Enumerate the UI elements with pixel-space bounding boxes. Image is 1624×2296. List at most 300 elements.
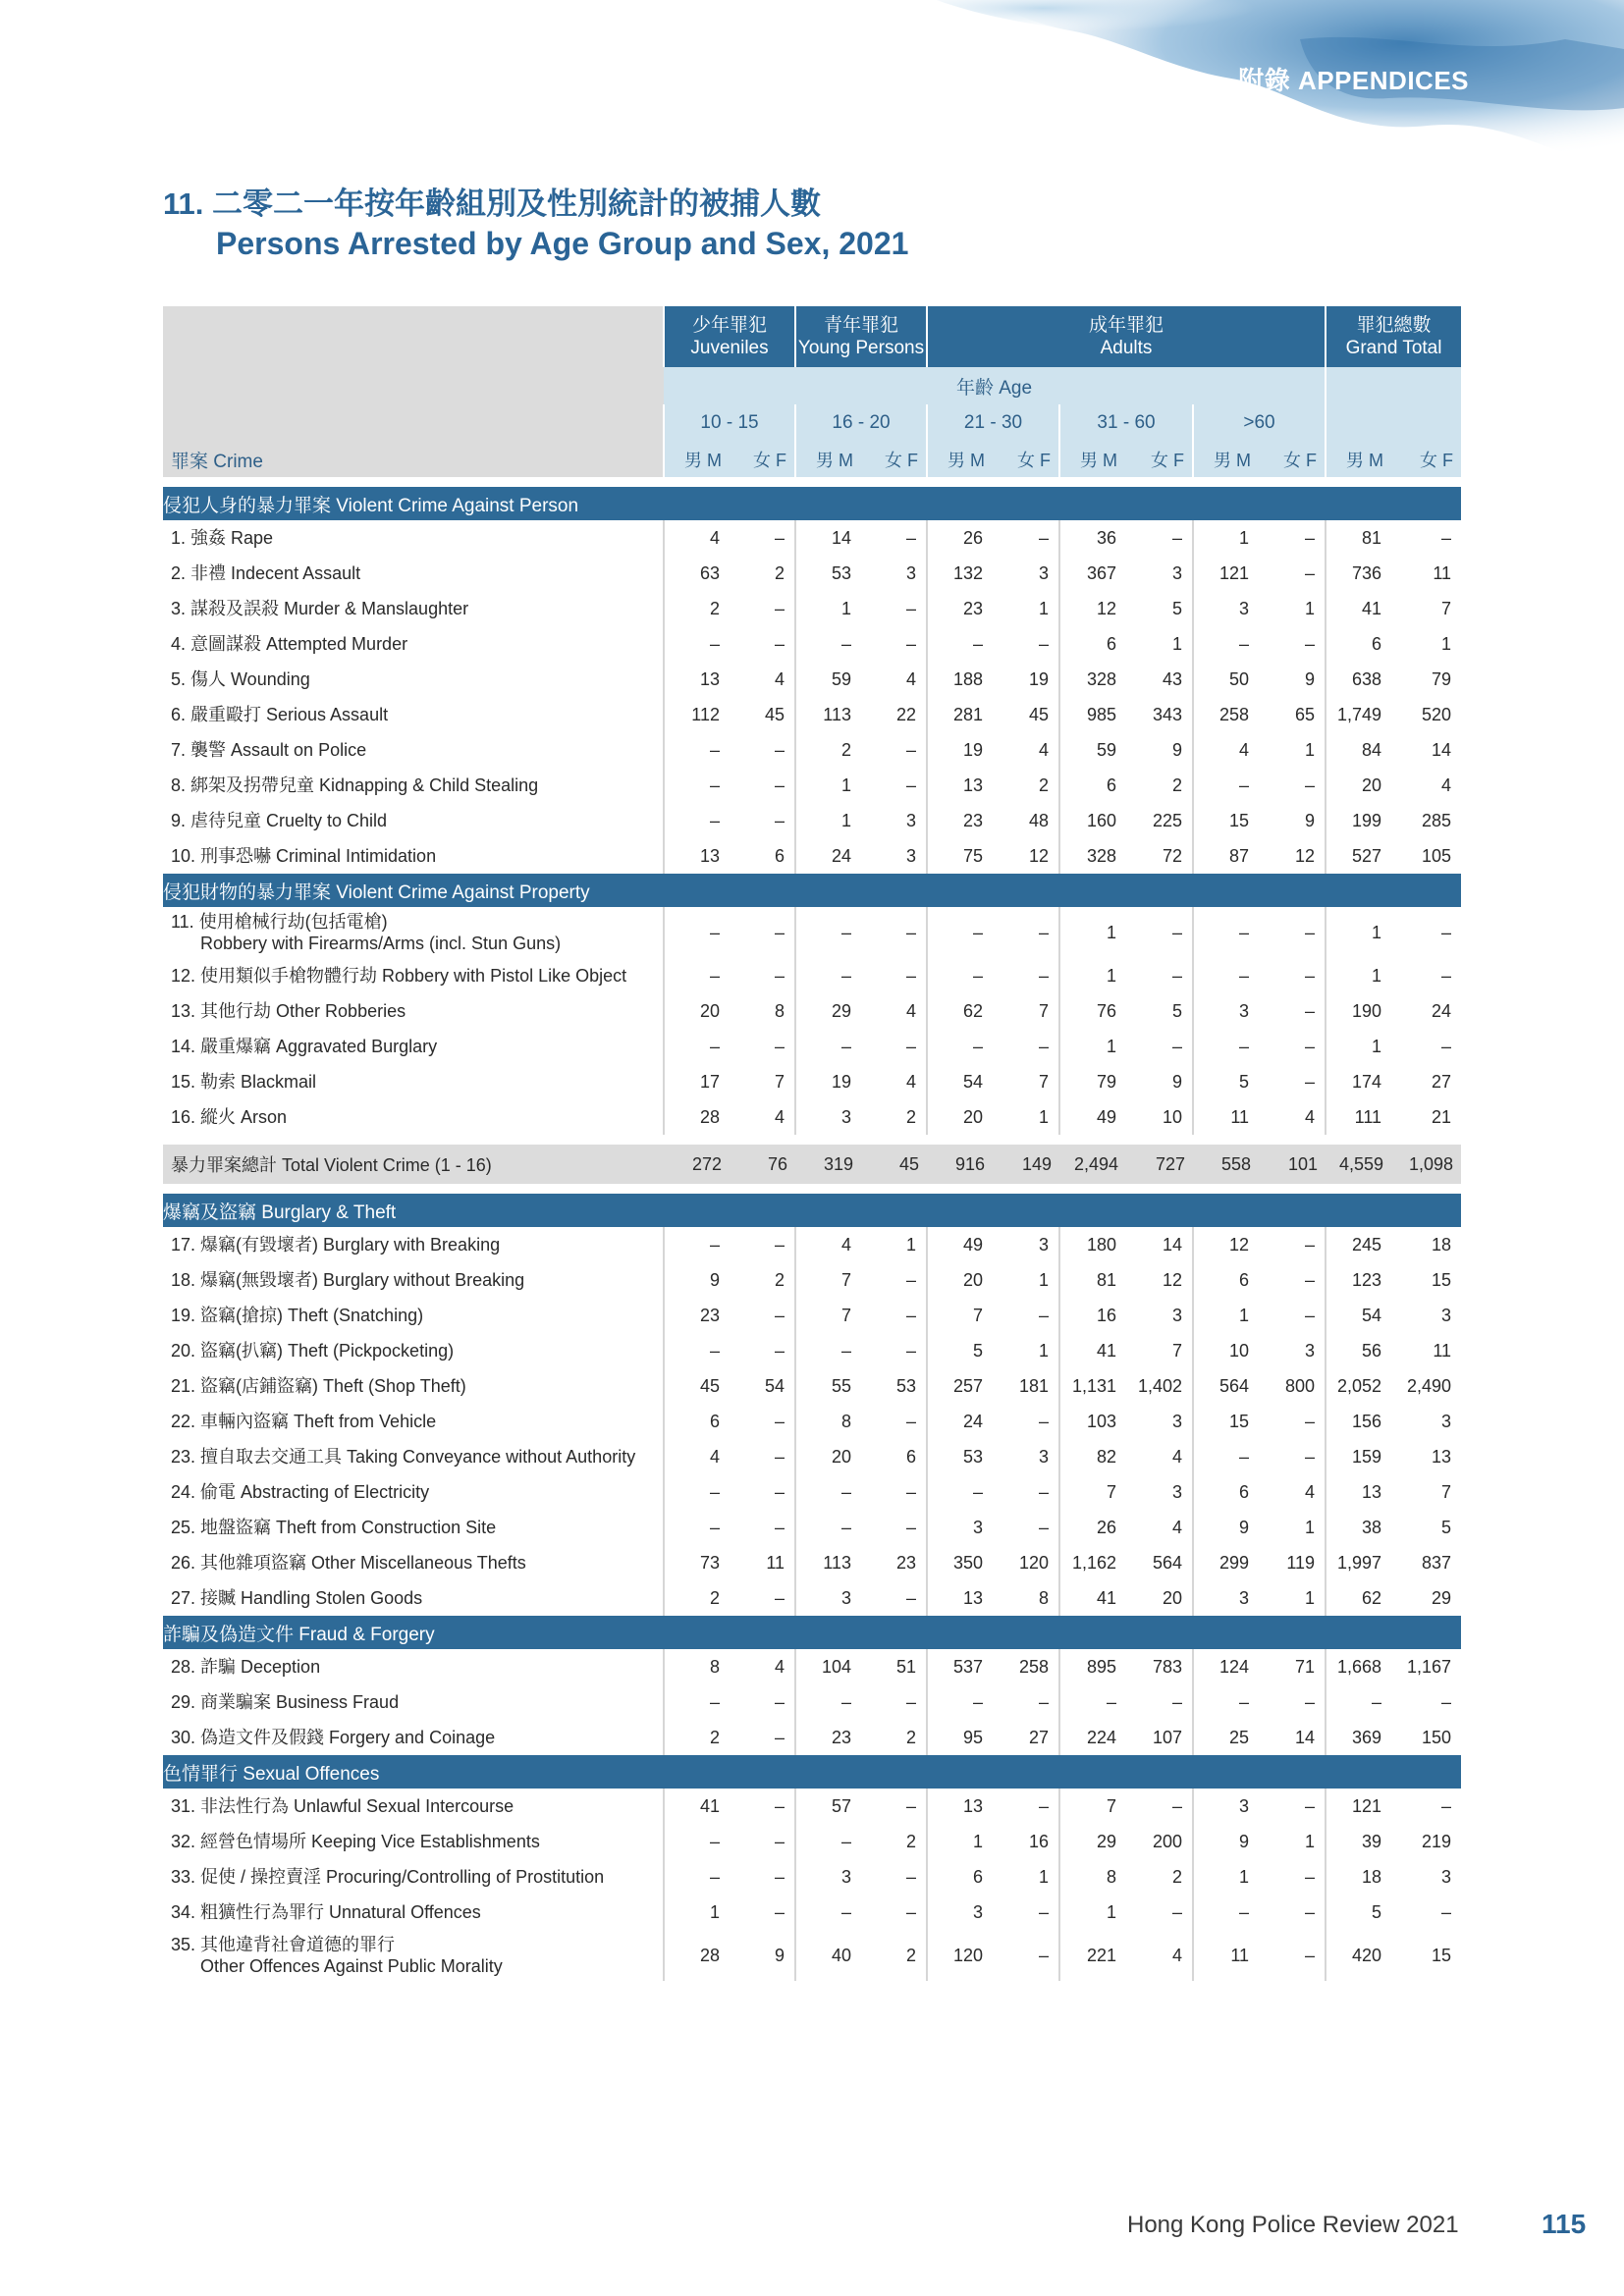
value-cell: – <box>1305 562 1316 583</box>
value-cell: 19 <box>795 1064 861 1099</box>
value-cell: 27 <box>1028 1727 1049 1747</box>
value-cell: 5 <box>1171 1000 1182 1021</box>
value-cell: 9 <box>1305 810 1316 830</box>
crime-name: 26. 其他雜項盜竊 Other Miscellaneous Thefts <box>171 1553 526 1573</box>
value-cell: 4 <box>905 1071 916 1092</box>
crime-name: 9. 虐待兒童 Cruelty to Child <box>171 811 388 830</box>
value-cell: – <box>1441 965 1452 986</box>
value-cell: 79 <box>1059 1064 1126 1099</box>
total-value-cell: 1,098 <box>1391 1145 1461 1184</box>
value-cell: – <box>795 958 861 993</box>
value-cell: – <box>927 1684 993 1720</box>
value-cell: – <box>1326 1684 1391 1720</box>
header-female: 女 F <box>730 442 795 477</box>
value-cell: – <box>905 1901 916 1922</box>
value-cell: 24 <box>927 1404 993 1439</box>
value-cell: 65 <box>1294 704 1316 724</box>
value-cell: – <box>1038 1901 1049 1922</box>
value-cell: – <box>1171 1901 1182 1922</box>
value-cell: 23 <box>795 1720 861 1755</box>
table-row <box>163 1649 1461 1684</box>
value-cell: 81 <box>1059 1262 1126 1298</box>
total-value-cell: 101 <box>1259 1145 1326 1184</box>
value-cell: – <box>795 1510 861 1545</box>
value-cell: 1 <box>1038 1106 1049 1127</box>
value-cell: 1 <box>1038 598 1049 618</box>
value-cell: – <box>774 1305 785 1325</box>
crime-name: 23. 擅自取去交通工具 Taking Conveyance without Authority <box>171 1447 636 1467</box>
value-cell: – <box>1038 1691 1049 1712</box>
table-row <box>163 1298 1461 1333</box>
value-cell: 3 <box>1193 1789 1259 1824</box>
value-cell: – <box>1193 907 1259 958</box>
value-cell: 190 <box>1326 993 1391 1029</box>
crime-name: 5. 傷人 Wounding <box>171 669 310 689</box>
value-cell: 3 <box>905 562 916 583</box>
section-title: 詐騙及偽造文件 Fraud & Forgery <box>163 1616 1461 1649</box>
value-cell: – <box>927 1029 993 1064</box>
value-cell: 15 <box>1193 1404 1259 1439</box>
value-cell: 11 <box>1433 1340 1452 1361</box>
crime-name: 19. 盜竊(搶掠) Theft (Snatching) <box>171 1306 424 1325</box>
value-cell: 2 <box>905 1727 916 1747</box>
value-cell: 27 <box>1432 1071 1452 1092</box>
value-cell: 56 <box>1326 1333 1391 1368</box>
crime-name: 28. 詐騙 Deception <box>171 1657 321 1677</box>
value-cell: 3 <box>1441 1866 1452 1887</box>
value-cell: 17 <box>664 1064 730 1099</box>
value-cell: 25 <box>1193 1720 1259 1755</box>
value-cell: 736 <box>1326 556 1391 591</box>
value-cell: 3 <box>1171 1305 1182 1325</box>
value-cell: 837 <box>1421 1552 1452 1573</box>
crime-label <box>163 1227 664 1262</box>
crime-label <box>163 1789 664 1824</box>
value-cell: – <box>774 739 785 760</box>
value-cell: 199 <box>1326 803 1391 838</box>
crime-name: 27. 接贓 Handling Stolen Goods <box>171 1588 423 1608</box>
table-row <box>163 1227 1461 1262</box>
value-cell: 49 <box>1059 1099 1126 1135</box>
value-cell: 28 <box>664 1930 730 1981</box>
value-cell: – <box>1305 1795 1316 1816</box>
crime-name: 18. 爆竊(無毀壞者) Burglary without Breaking <box>171 1270 525 1290</box>
value-cell: 123 <box>1326 1262 1391 1298</box>
value-cell: – <box>774 1481 785 1502</box>
value-cell: – <box>1441 1901 1452 1922</box>
value-cell: 9 <box>1171 739 1182 760</box>
value-cell: 1 <box>1193 520 1259 556</box>
value-cell: – <box>664 768 730 803</box>
value-cell: – <box>774 1340 785 1361</box>
value-cell: 783 <box>1152 1656 1182 1677</box>
value-cell: – <box>664 958 730 993</box>
value-cell: 1 <box>1038 1269 1049 1290</box>
value-cell: 72 <box>1162 845 1182 866</box>
table-row <box>163 1824 1461 1859</box>
value-cell: 1 <box>1305 1517 1316 1537</box>
value-cell: 112 <box>664 697 730 732</box>
value-cell: 12 <box>1294 845 1316 866</box>
value-cell: 5 <box>1171 598 1182 618</box>
value-cell: – <box>1193 1895 1259 1930</box>
value-cell: 1 <box>1059 1029 1126 1064</box>
table-row <box>163 591 1461 626</box>
value-cell: 75 <box>927 838 993 874</box>
crime-name: 30. 偽造文件及假錢 Forgery and Coinage <box>171 1728 496 1747</box>
value-cell: 41 <box>1326 591 1391 626</box>
section-title: 侵犯人身的暴力罪案 Violent Crime Against Person <box>163 487 1461 520</box>
value-cell: 132 <box>927 556 993 591</box>
value-cell: 45 <box>1028 704 1049 724</box>
crime-name: 1. 強姦 Rape <box>171 528 274 548</box>
value-cell: 14 <box>1432 739 1452 760</box>
value-cell: 29 <box>795 993 861 1029</box>
value-cell: 1 <box>1305 1831 1316 1851</box>
value-cell: – <box>1038 1411 1049 1431</box>
table-row <box>163 803 1461 838</box>
spacer-cell <box>163 1135 1461 1145</box>
value-cell: 36 <box>1059 520 1126 556</box>
crime-label <box>163 1404 664 1439</box>
value-cell: – <box>1171 1795 1182 1816</box>
value-cell: 1 <box>1326 907 1391 958</box>
value-cell: – <box>927 907 993 958</box>
value-cell: 2 <box>664 1720 730 1755</box>
value-cell: – <box>774 1517 785 1537</box>
value-cell: 45 <box>764 704 785 724</box>
value-cell: 2 <box>774 562 785 583</box>
crime-name: 7. 襲警 Assault on Police <box>171 740 367 760</box>
value-cell: 7 <box>1059 1789 1126 1824</box>
value-cell: – <box>1038 965 1049 986</box>
value-cell: 50 <box>1193 662 1259 697</box>
value-cell: 1 <box>795 591 861 626</box>
value-cell: 12 <box>1162 1269 1182 1290</box>
value-cell: 159 <box>1326 1439 1391 1474</box>
value-cell: – <box>1038 527 1049 548</box>
value-cell: – <box>774 810 785 830</box>
value-cell: 6 <box>774 845 785 866</box>
value-cell: 4 <box>1305 1106 1316 1127</box>
value-cell: 18 <box>1432 1234 1452 1255</box>
value-cell: 1 <box>795 803 861 838</box>
value-cell: 124 <box>1193 1649 1259 1684</box>
value-cell: – <box>905 965 916 986</box>
value-cell: 4 <box>1441 774 1452 795</box>
value-cell: 16 <box>1028 1831 1049 1851</box>
value-cell: 21 <box>1432 1106 1452 1127</box>
value-cell: 4 <box>905 1000 916 1021</box>
value-cell: 2 <box>774 1269 785 1290</box>
crime-label <box>163 1368 664 1404</box>
value-cell: 95 <box>927 1720 993 1755</box>
value-cell: 3 <box>905 845 916 866</box>
value-cell: 2 <box>1171 1866 1182 1887</box>
crime-label <box>163 1064 664 1099</box>
spacer-row <box>163 477 1461 487</box>
crime-label <box>163 1895 664 1930</box>
total-label: 暴力罪案總計 Total Violent Crime (1 - 16) <box>163 1145 664 1184</box>
crime-label <box>163 907 664 958</box>
value-cell: – <box>1305 1866 1316 1887</box>
value-cell: – <box>1038 1945 1049 1965</box>
value-cell: – <box>1305 1945 1316 1965</box>
value-cell: 180 <box>1059 1227 1126 1262</box>
value-cell: – <box>664 732 730 768</box>
table-row <box>163 1333 1461 1368</box>
value-cell: – <box>1193 1029 1259 1064</box>
value-cell: 3 <box>1305 1340 1316 1361</box>
value-cell: – <box>1305 1411 1316 1431</box>
header-blank <box>163 306 664 367</box>
crime-name: 2. 非禮 Indecent Assault <box>171 563 361 583</box>
header-row-groups <box>163 306 1461 367</box>
value-cell: – <box>774 1831 785 1851</box>
value-cell: 2 <box>905 1831 916 1851</box>
age-group: 21 - 30 <box>927 404 1059 442</box>
value-cell: 73 <box>664 1545 730 1580</box>
crime-label <box>163 662 664 697</box>
value-cell: 20 <box>1326 768 1391 803</box>
value-cell: – <box>774 965 785 986</box>
value-cell: 119 <box>1286 1552 1316 1573</box>
value-cell: 53 <box>927 1439 993 1474</box>
total-value-cell: 4,559 <box>1326 1145 1391 1184</box>
value-cell: 79 <box>1432 668 1452 689</box>
table-row <box>163 1099 1461 1135</box>
value-cell: – <box>1038 1795 1049 1816</box>
value-cell: – <box>1305 527 1316 548</box>
value-cell: – <box>1305 1071 1316 1092</box>
table-row <box>163 1684 1461 1720</box>
spacer-cell <box>163 1184 1461 1194</box>
value-cell: 224 <box>1059 1720 1126 1755</box>
value-cell: 1,131 <box>1059 1368 1126 1404</box>
value-cell: 6 <box>927 1859 993 1895</box>
header-row-sex <box>163 442 1461 477</box>
value-cell: 3 <box>1038 1446 1049 1467</box>
value-cell: 28 <box>664 1099 730 1135</box>
value-cell: 40 <box>795 1930 861 1981</box>
value-cell: – <box>774 1411 785 1431</box>
value-cell: 1 <box>1326 958 1391 993</box>
value-cell: 51 <box>895 1656 916 1677</box>
value-cell: 57 <box>795 1789 861 1824</box>
value-cell: 15 <box>1193 803 1259 838</box>
value-cell: 23 <box>664 1298 730 1333</box>
header-age-label: 年齡 Age <box>664 367 1326 404</box>
value-cell: 4 <box>774 1106 785 1127</box>
value-cell: – <box>1441 527 1452 548</box>
header-female: 女 F <box>1126 442 1193 477</box>
value-cell: 121 <box>1326 1789 1391 1824</box>
value-cell: 15 <box>1432 1945 1452 1965</box>
value-cell: 527 <box>1326 838 1391 874</box>
value-cell: 11 <box>766 1552 785 1573</box>
total-value-cell: 76 <box>730 1145 795 1184</box>
value-cell: 7 <box>1059 1474 1126 1510</box>
value-cell: 1 <box>1038 1866 1049 1887</box>
value-cell: 4 <box>1171 1446 1182 1467</box>
value-cell: 103 <box>1059 1404 1126 1439</box>
value-cell: 54 <box>927 1064 993 1099</box>
value-cell: 11 <box>1433 562 1452 583</box>
value-cell: 3 <box>1171 562 1182 583</box>
value-cell: – <box>1171 1691 1182 1712</box>
value-cell: 19 <box>927 732 993 768</box>
value-cell: 82 <box>1059 1439 1126 1474</box>
value-cell: 43 <box>1162 668 1182 689</box>
table-row <box>163 556 1461 591</box>
table-body-total <box>163 1135 1461 1184</box>
header-adults: 成年罪犯 Adults <box>927 306 1326 367</box>
value-cell: – <box>774 1795 785 1816</box>
value-cell: 29 <box>1059 1824 1126 1859</box>
crime-name: 22. 車輛內盜竊 Theft from Vehicle <box>171 1412 437 1431</box>
value-cell: 87 <box>1193 838 1259 874</box>
value-cell: 20 <box>1162 1587 1182 1608</box>
spacer-row <box>163 1184 1461 1194</box>
value-cell: – <box>1305 965 1316 986</box>
value-cell: – <box>664 803 730 838</box>
value-cell: 1 <box>1038 1340 1049 1361</box>
value-cell: 9 <box>1305 668 1316 689</box>
value-cell: 9 <box>774 1945 785 1965</box>
value-cell: – <box>1305 1691 1316 1712</box>
crime-label <box>163 1333 664 1368</box>
value-cell: – <box>664 1474 730 1510</box>
value-cell: 156 <box>1326 1404 1391 1439</box>
value-cell: 4 <box>1305 1481 1316 1502</box>
value-cell: – <box>664 1684 730 1720</box>
value-cell: 1 <box>927 1824 993 1859</box>
table-row <box>163 1720 1461 1755</box>
value-cell: – <box>1193 958 1259 993</box>
value-cell: 369 <box>1326 1720 1391 1755</box>
header-female: 女 F <box>861 442 927 477</box>
value-cell: – <box>795 907 861 958</box>
total-value-cell: 319 <box>795 1145 861 1184</box>
value-cell: – <box>1305 922 1316 942</box>
value-cell: – <box>1441 1795 1452 1816</box>
value-cell: 3 <box>795 1099 861 1135</box>
value-cell: 350 <box>927 1545 993 1580</box>
value-cell: – <box>664 1333 730 1368</box>
total-value-cell: 2,494 <box>1059 1145 1126 1184</box>
crime-name: 10. 刑事恐嚇 Criminal Intimidation <box>171 846 437 866</box>
value-cell: 6 <box>1059 626 1126 662</box>
value-cell: 6 <box>1193 1262 1259 1298</box>
value-cell: 12 <box>1193 1227 1259 1262</box>
value-cell: – <box>905 1411 916 1431</box>
value-cell: – <box>1305 1269 1316 1290</box>
value-cell: 181 <box>1018 1375 1049 1396</box>
value-cell: 15 <box>1432 1269 1452 1290</box>
value-cell: 1 <box>1193 1298 1259 1333</box>
crime-name: 32. 經營色情場所 Keeping Vice Establishments <box>171 1832 540 1851</box>
value-cell: 24 <box>1432 1000 1452 1021</box>
table-row <box>163 1064 1461 1099</box>
value-cell: 105 <box>1421 845 1452 866</box>
value-cell: 62 <box>927 993 993 1029</box>
crime-name: 13. 其他行劫 Other Robberies <box>171 1001 406 1021</box>
value-cell: 3 <box>795 1859 861 1895</box>
value-cell: – <box>1193 1684 1259 1720</box>
header-row-age <box>163 367 1461 404</box>
value-cell: – <box>1038 922 1049 942</box>
crime-name: 29. 商業騙案 Business Fraud <box>171 1692 400 1712</box>
value-cell: – <box>774 1587 785 1608</box>
value-cell: 3 <box>905 810 916 830</box>
value-cell: 638 <box>1326 662 1391 697</box>
value-cell: 1 <box>1305 739 1316 760</box>
header-male: 男 M <box>795 442 861 477</box>
value-cell: 111 <box>1326 1099 1391 1135</box>
crime-label <box>163 838 664 874</box>
value-cell: 800 <box>1284 1375 1316 1396</box>
value-cell: – <box>905 1587 916 1608</box>
value-cell: 13 <box>927 1580 993 1616</box>
total-row <box>163 1145 1461 1184</box>
value-cell: – <box>1305 1446 1316 1467</box>
table-row <box>163 520 1461 556</box>
table-row <box>163 1895 1461 1930</box>
table-row <box>163 1439 1461 1474</box>
value-cell: 367 <box>1059 556 1126 591</box>
value-cell: 41 <box>1059 1333 1126 1368</box>
value-cell: 71 <box>1294 1656 1316 1677</box>
value-cell: 38 <box>1326 1510 1391 1545</box>
value-cell: 3 <box>1441 1305 1452 1325</box>
value-cell: 20 <box>795 1439 861 1474</box>
value-cell: 63 <box>664 556 730 591</box>
value-cell: – <box>774 1901 785 1922</box>
crime-label <box>163 626 664 662</box>
spacer-cell <box>163 477 1461 487</box>
value-cell: 24 <box>795 838 861 874</box>
value-cell: 160 <box>1059 803 1126 838</box>
table-row <box>163 626 1461 662</box>
crime-label <box>163 803 664 838</box>
value-cell: – <box>927 958 993 993</box>
table-row <box>163 1262 1461 1298</box>
header-male: 男 M <box>927 442 993 477</box>
table-row <box>163 768 1461 803</box>
value-cell: – <box>905 774 916 795</box>
value-cell: – <box>1193 1439 1259 1474</box>
value-cell: 18 <box>1326 1859 1391 1895</box>
total-value-cell: 558 <box>1193 1145 1259 1184</box>
value-cell: 13 <box>927 768 993 803</box>
value-cell: 13 <box>664 838 730 874</box>
value-cell: 9 <box>1171 1071 1182 1092</box>
crime-label <box>163 1510 664 1545</box>
arrest-statistics-table <box>163 306 1461 1981</box>
value-cell: – <box>905 1691 916 1712</box>
value-cell: 8 <box>774 1000 785 1021</box>
table-row <box>163 697 1461 732</box>
value-cell: – <box>1193 768 1259 803</box>
value-cell: 12 <box>1028 845 1049 866</box>
appendix-label: 附錄 APPENDICES <box>1238 66 1469 95</box>
section-header-row <box>163 487 1461 520</box>
value-cell: – <box>905 1795 916 1816</box>
value-cell: 2 <box>1038 774 1049 795</box>
value-cell: 12 <box>1059 591 1126 626</box>
value-cell: 150 <box>1421 1727 1452 1747</box>
value-cell: – <box>1171 527 1182 548</box>
